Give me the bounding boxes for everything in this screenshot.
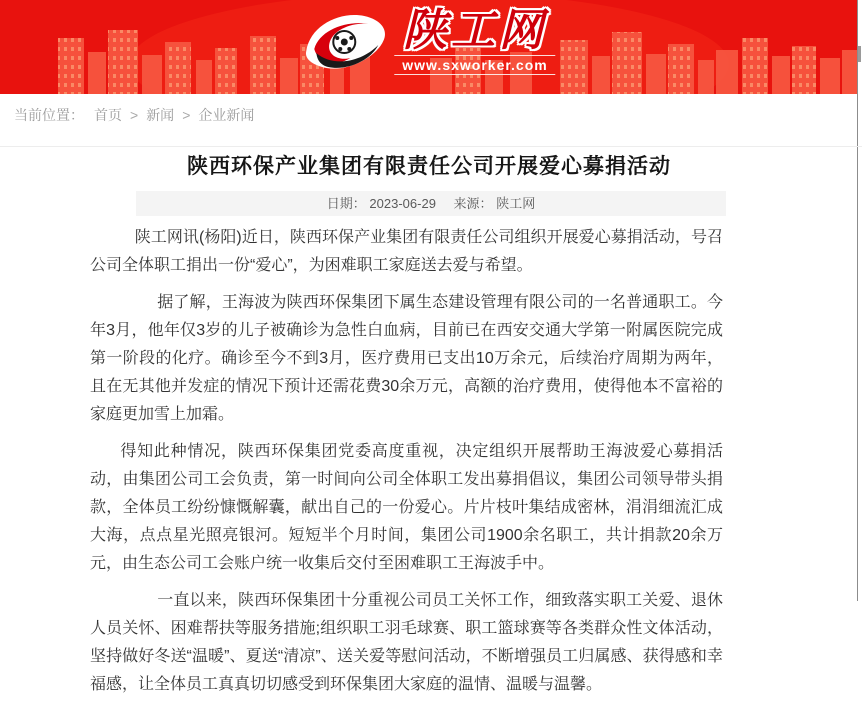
article-meta-bar: [136, 191, 726, 216]
meta-date-value: 2023-06-29: [369, 196, 436, 211]
site-logo-url: www.sxworker.com: [394, 55, 555, 75]
article-title: 陕西环保产业集团有限责任公司开展爱心募捐活动: [187, 155, 671, 178]
meta-source-value: 陕工网: [496, 196, 536, 211]
meta-date-label: 日期：: [326, 196, 366, 211]
breadcrumb-divider: [0, 146, 862, 147]
article-paragraph: 一直以来，陕西环保集团十分重视公司员工关怀工作，细致落实职工关爱、退休人员关怀、困难帮扶等服务措施;组织职工羽毛球赛、职工篮球赛等各类群众性文体活动，坚持做好冬送“温暖”、夏送“清凉”、送关爱等慰问活动，不断增强员工归属感、获得感和幸福感，让全体员工真真切切感受到环保集团大家庭的温情、温暖与温馨。: [90, 592, 723, 693]
article-paragraph: 据了解，王海波为陕西环保集团下属生态建设管理有限公司的一名普通职工。今年3月，他年仅3岁的儿子被确诊为急性白血病，目前已在西安交通大学第一附属医院完成第一阶段的化疗。确诊至今不到3月，医疗费用已支出10万余元，后续治疗周期为两年，且在无其他并发症的情况下预计还需花费30余万元，高额的治疗费用，使得他本不富裕的家庭更加雪上加霜。: [90, 294, 723, 423]
scrollbar[interactable]: [857, 0, 862, 601]
site-logo[interactable]: [302, 8, 555, 75]
breadcrumb-label: 当前位置：: [14, 107, 84, 123]
breadcrumb-link-home[interactable]: 首页: [94, 107, 122, 123]
site-banner: [0, 0, 858, 94]
article-paragraph: 陕工网讯(杨阳)近日，陕西环保产业集团有限责任公司组织开展爱心募捐活动，号召公司全体职工捐出一份“爱心”，为困难职工家庭送去爱与希望。: [90, 229, 723, 274]
breadcrumb-link-enterprise-news[interactable]: 企业新闻: [198, 107, 255, 123]
scrollbar-thumb[interactable]: [858, 46, 861, 62]
breadcrumb-separator: >: [130, 107, 139, 123]
breadcrumb: [14, 104, 254, 126]
sxworker-logo-icon: [302, 9, 390, 75]
site-logo-text: 陕工网: [403, 6, 547, 55]
article-body: [90, 224, 723, 708]
meta-source-label: 来源：: [453, 196, 493, 211]
article-paragraph: 得知此种情况，陕西环保集团党委高度重视，决定组织开展帮助王海波爱心募捐活动，由集团公司工会负责，第一时间向公司全体职工发出募捐倡议，集团公司领导带头捐款，全体员工纷纷慷慨解囊，献出自己的一份爱心。片片枝叶集结成密林，涓涓细流汇成大海，点点星光照亮银河。短短半个月时间，集团公司1900余名职工，共计捐款20余万元，由生态公司工会账户统一收集后交付至困难职工王海波手中。: [90, 443, 723, 572]
breadcrumb-link-news[interactable]: 新闻: [146, 107, 175, 123]
breadcrumb-separator: >: [182, 107, 191, 123]
